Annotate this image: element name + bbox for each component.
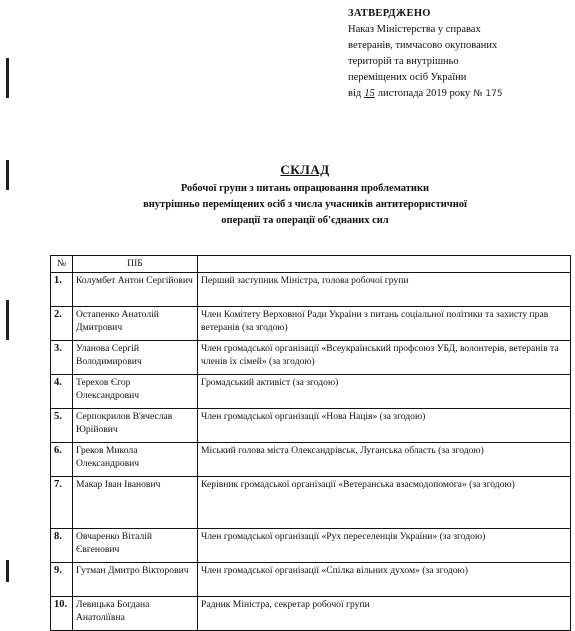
document-title xyxy=(40,162,570,229)
subtitle-line: внутрішньо переміщених осіб з числа учасників антитерористичної xyxy=(143,199,467,210)
header-name: ПІБ xyxy=(73,256,198,273)
approval-date xyxy=(348,86,568,102)
members-table xyxy=(50,255,571,631)
row-position: Перший заступник Міністра, голова робочої групи xyxy=(198,273,571,307)
table-row xyxy=(51,409,571,443)
row-name: Левицька Богдана Анатоліївна xyxy=(73,597,198,631)
date-day: 15 xyxy=(364,88,375,99)
row-name: Колумбет Антон Сергійович xyxy=(73,273,198,307)
approval-heading: ЗАТВЕРДЖЕНО xyxy=(348,8,431,19)
row-num: 5. xyxy=(51,409,73,443)
header-position xyxy=(198,256,571,273)
table-header-row xyxy=(51,256,571,273)
order-number: № 175 xyxy=(473,89,503,99)
row-name: Терехов Єгор Олександрович xyxy=(73,375,198,409)
date-month-year: листопада 2019 року xyxy=(377,88,471,99)
date-prefix: від xyxy=(348,88,362,99)
approval-line: територій та внутрішньо xyxy=(348,56,459,67)
row-num: 7. xyxy=(51,477,73,529)
header-num: № xyxy=(51,256,73,273)
row-position: Міський голова міста Олександрівськ, Луганська область (за згодою) xyxy=(198,443,571,477)
binding-mark xyxy=(6,560,9,582)
row-position: Член громадської організації «Всеукраїнський профсоюз УБД, волонтерів, ветеранів та членів їх сімей» (за згодою) xyxy=(198,341,571,375)
table-row xyxy=(51,307,571,341)
approval-line: ветеранів, тимчасово окупованих xyxy=(348,40,498,51)
row-name: Уланова Сергій Володимирович xyxy=(73,341,198,375)
approval-block xyxy=(348,6,568,102)
table-row xyxy=(51,443,571,477)
row-position: Член громадської організації «Рух переселенців України» (за згодою) xyxy=(198,529,571,563)
binding-marks xyxy=(0,0,30,605)
row-name: Макар Іван Іванович xyxy=(73,477,198,529)
row-position: Член громадської організації «Нова Нація» (за згодою) xyxy=(198,409,571,443)
row-position: Радник Міністра, секретар робочої групи xyxy=(198,597,571,631)
table-row xyxy=(51,597,571,631)
title-subtitle xyxy=(40,181,570,229)
row-num: 1. xyxy=(51,273,73,307)
row-position: Член Комітету Верховної Ради України з питань соціальної політики та захисту прав ветеранів (за згодою) xyxy=(198,307,571,341)
row-position: Член громадської організації «Спілка вільних духом» (за згодою) xyxy=(198,563,571,597)
row-num: 6. xyxy=(51,443,73,477)
title-main: СКЛАД xyxy=(280,162,330,177)
row-position: Громадський активіст (за згодою) xyxy=(198,375,571,409)
table-row xyxy=(51,529,571,563)
table-row xyxy=(51,341,571,375)
binding-mark xyxy=(6,58,9,98)
subtitle-line: Робочої групи з питань опрацювання проблематики xyxy=(180,183,430,194)
row-num: 3. xyxy=(51,341,73,375)
row-name: Гутман Дмитро Вікторович xyxy=(73,563,198,597)
table-row xyxy=(51,563,571,597)
row-position: Керівник громадської організації «Ветеранська взаємодопомога» (за згодою) xyxy=(198,477,571,529)
row-num: 2. xyxy=(51,307,73,341)
approval-line: Наказ Міністерства у справах xyxy=(348,24,481,35)
table-row xyxy=(51,477,571,529)
row-name: Остапенко Анатолій Дмитрович xyxy=(73,307,198,341)
subtitle-line: операції та операції об'єднаних сил xyxy=(221,215,389,226)
binding-mark xyxy=(6,300,9,340)
row-num: 10. xyxy=(51,597,73,631)
row-name: Овчаренко Віталій Євгенович xyxy=(73,529,198,563)
binding-mark xyxy=(6,160,9,190)
approval-line: переміщених осіб України xyxy=(348,72,467,83)
table-row xyxy=(51,273,571,307)
row-name: Греков Микола Олександрович xyxy=(73,443,198,477)
table-row xyxy=(51,375,571,409)
row-num: 9. xyxy=(51,563,73,597)
row-num: 4. xyxy=(51,375,73,409)
row-name: Серпокрилов В'ячеслав Юрійович xyxy=(73,409,198,443)
row-num: 8. xyxy=(51,529,73,563)
